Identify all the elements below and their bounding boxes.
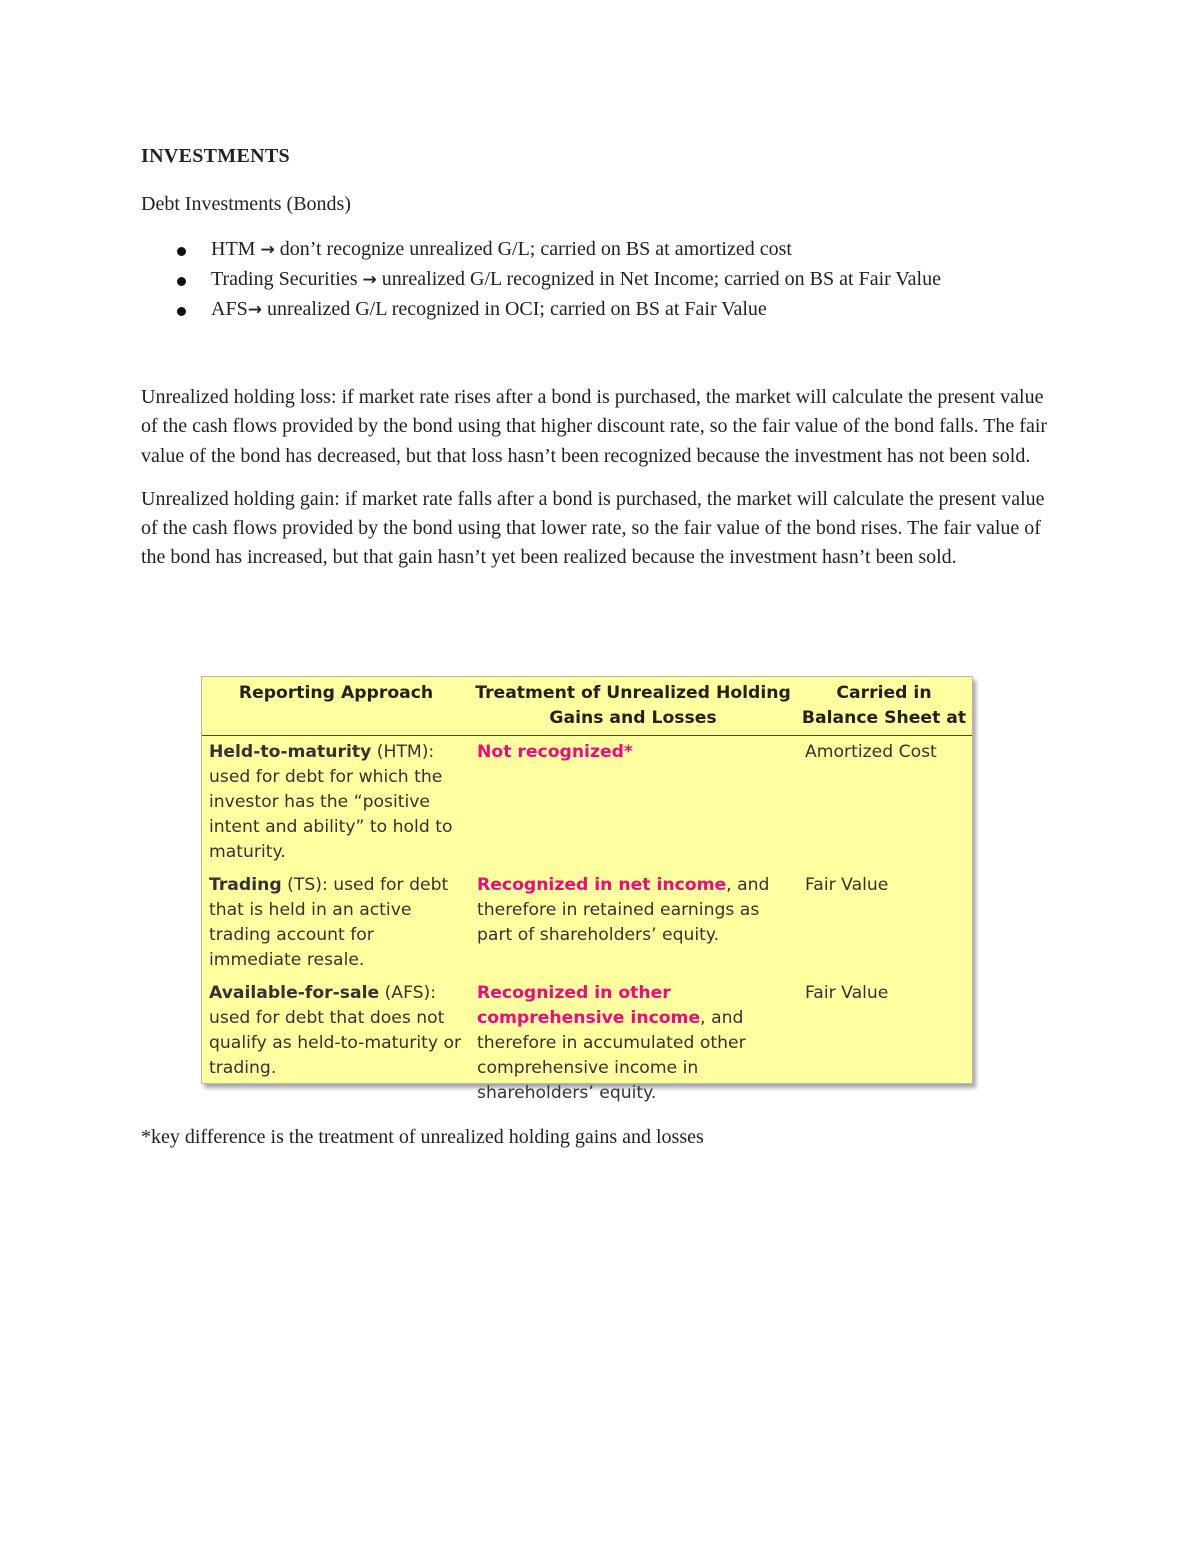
column-header-approach: Reporting Approach (238, 683, 434, 703)
bullet-term: HTM (211, 238, 261, 260)
arrow-right-icon: → (260, 240, 275, 260)
bullet-icon (177, 247, 186, 256)
bullet-text: unrealized G/L recognized in Net Income; carried on BS at Fair Value (376, 268, 941, 290)
approach-description: (HTM): used for debt for which the investor has the “positive intent and ability” to hold to maturity. (209, 742, 453, 862)
treatment-description: , and therefore in retained earnings as part of shareholders’ equity. (477, 875, 770, 945)
approach-description: (TS): used for debt that is held in an active trading account for immediate resale. (209, 875, 449, 970)
footnote: *key difference is the treatment of unrealized holding gains and losses (141, 1126, 704, 1148)
table-header (202, 677, 972, 736)
table-cell-carried: Fair Value (805, 875, 889, 895)
arrow-right-icon: → (247, 300, 262, 320)
treatment-description: , and therefore in accumulated other comprehensive income in shareholders’ equity. (477, 1008, 746, 1103)
approach-name: Available-for-sale (209, 983, 380, 1003)
table-cell-approach (209, 873, 471, 973)
arrow-right-icon: → (362, 270, 377, 290)
table-cell-approach (209, 740, 471, 865)
list-item (141, 295, 1051, 325)
treatment-highlight: Recognized in net income (477, 875, 727, 895)
table-cell-carried: Amortized Cost (805, 742, 937, 762)
document-body (141, 142, 1051, 587)
table-cell-treatment (477, 740, 799, 765)
approach-name: Trading (209, 875, 282, 895)
bullet-icon (177, 277, 186, 286)
paragraph-unrealized-gain: Unrealized holding gain: if market rate falls after a bond is purchased, the market will calculate the present value of the cash flows provided by the bond using that lower rate, so the fair value of the bond rises. The fair value of the bond has increased, but that gain hasn’t yet been realized because the investment hasn’t been sold. (141, 487, 1045, 569)
page-title: INVESTMENTS (141, 145, 290, 167)
section-subtitle: Debt Investments (Bonds) (141, 193, 351, 215)
treatment-highlight: Recognized in other comprehensive income (477, 983, 701, 1028)
paragraph-unrealized-loss: Unrealized holding loss: if market rate rises after a bond is purchased, the market will calculate the present value of the cash flows provided by the bond using that higher discount rate, so the fair value of the bond falls. The fair value of the bond has decreased, but that loss hasn’t been recognized because the investment has not been sold. (141, 386, 1048, 467)
table-cell-treatment (477, 981, 799, 1106)
list-item (141, 235, 1051, 265)
bullet-text: unrealized G/L recognized in OCI; carried on BS at Fair Value (261, 298, 767, 320)
column-header-treatment: Treatment of Unrealized Holding Gains and Losses (475, 683, 791, 728)
bullet-term: Trading Securities (211, 268, 363, 290)
bullet-list (141, 235, 1051, 325)
bullet-text: don’t recognize unrealized G/L; carried on BS at amortized cost (274, 238, 792, 260)
treatment-highlight: Not recognized* (477, 742, 633, 762)
approach-description: (AFS): used for debt that does not qualify as held-to-maturity or trading. (209, 983, 462, 1078)
column-header-carried: Carried in Balance Sheet at (801, 683, 967, 728)
table-cell-treatment (477, 873, 799, 948)
table-cell-carried: Fair Value (805, 983, 889, 1003)
bullet-icon (177, 307, 186, 316)
table-cell-approach (209, 981, 471, 1081)
reporting-approach-table (201, 676, 973, 1103)
bullet-term: AFS (211, 298, 248, 320)
list-item (141, 265, 1051, 295)
approach-name: Held-to-maturity (209, 742, 372, 762)
